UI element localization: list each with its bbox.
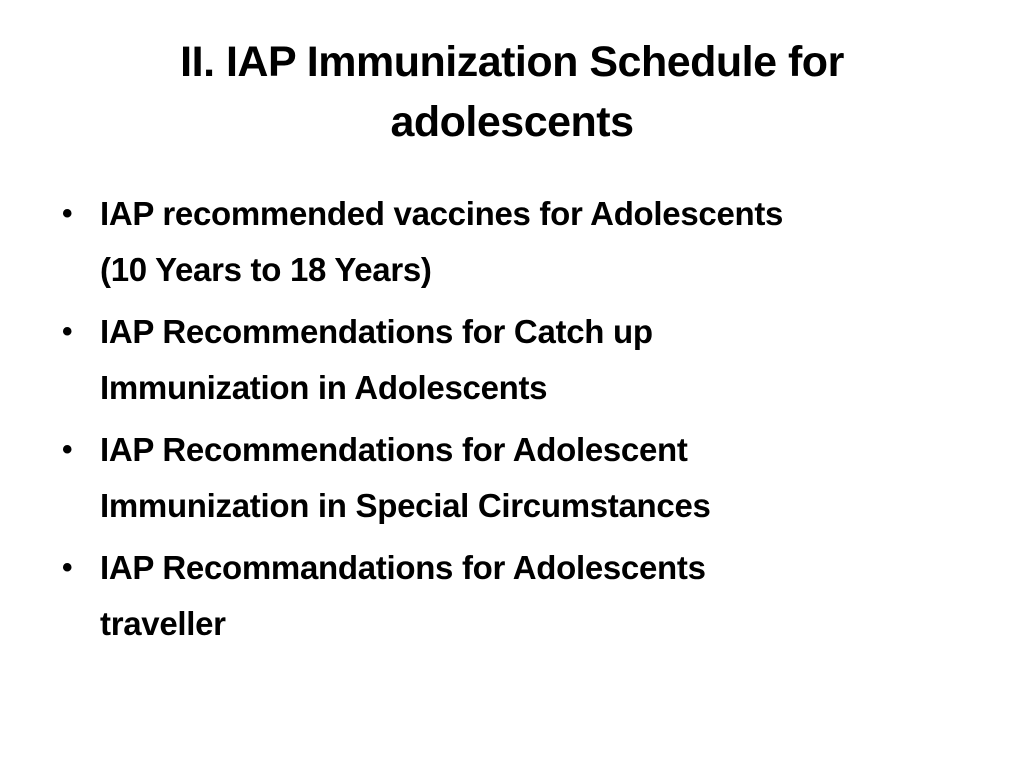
bullet-text-line-2: traveller [100,605,226,642]
bullet-item-2 [60,304,960,416]
bullet-item-3 [60,422,960,534]
slide-title-line-1: II. IAP Immunization Schedule for [180,38,844,86]
bullet-text-line-2: (10 Years to 18 Years) [100,251,432,288]
bullet-text-line-1: IAP Recommandations for Adolescents [100,549,706,586]
bullet-text-line-2: Immunization in Special Circumstances [100,487,711,524]
bullet-dot-icon: • [62,197,73,230]
bullet-list [60,186,960,658]
bullet-dot-icon: • [62,551,73,584]
slide-title [60,32,964,152]
slide-title-line-2: adolescents [390,98,634,146]
bullet-dot-icon: • [62,433,73,466]
bullet-text-line-1: IAP Recommendations for Adolescent [100,431,688,468]
bullet-text-line-1: IAP recommended vaccines for Adolescents [100,195,784,232]
bullet-item-1 [60,186,960,298]
bullet-dot-icon: • [62,315,73,348]
bullet-item-4 [60,540,960,652]
bullet-text-line-1: IAP Recommendations for Catch up [100,313,653,350]
bullet-text-line-2: Immunization in Adolescents [100,369,548,406]
